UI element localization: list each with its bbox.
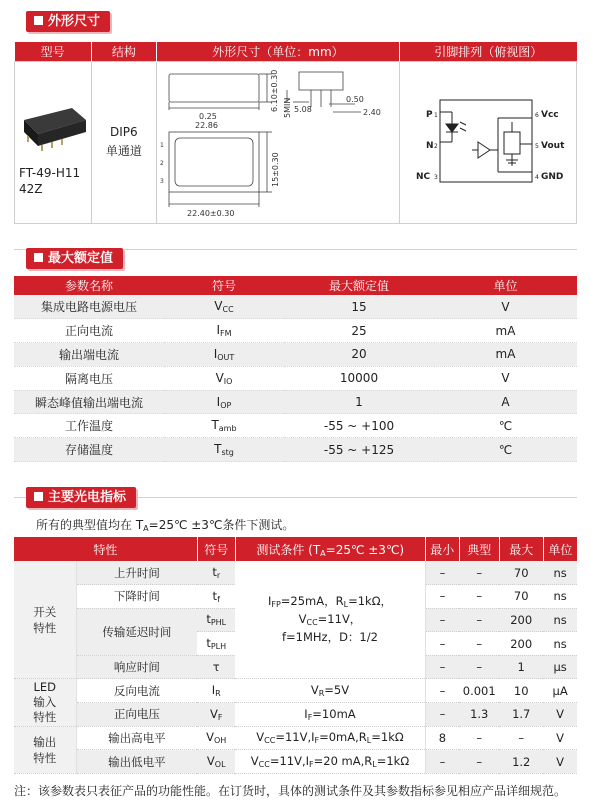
structure-cell — [91, 61, 156, 223]
table-row: LED输入特性 反向电流 $I_R$ $V_R=5V$ – 0.001 10 μA — [14, 679, 577, 703]
pin-3-number: 3 — [434, 174, 438, 181]
table-row: 正向电流 $I_{FM}$ 25 mA — [14, 319, 577, 343]
header-characteristic: 特性 — [14, 537, 197, 561]
pin-4-number: 4 — [535, 174, 539, 181]
header-pinout: 引脚排列（俯视图） — [400, 42, 577, 61]
dimensions-table — [14, 42, 577, 224]
header-symbol: 符号 — [197, 537, 235, 561]
dimension-drawing — [157, 62, 399, 222]
pinout-cell — [400, 61, 577, 223]
group-led: LED输入特性 — [14, 679, 76, 726]
table-row: $t_{PLH}$ – – 200 ns — [14, 632, 577, 656]
pin-label-3: 3 — [159, 178, 164, 185]
table-row: 输出特性 输出高电平 $V_{OH}$ $V_{CC}=11V,I_F=0mA,R_L=1k\Omega$ 8 – – V — [14, 726, 577, 750]
dim-610: 6.10±0.30 — [269, 69, 279, 112]
square-icon — [34, 253, 43, 262]
header-param: 参数名称 — [14, 276, 164, 295]
group-output: 输出特性 — [14, 726, 76, 773]
square-icon — [34, 492, 43, 501]
section-title-max-ratings: 最大额定值 — [26, 248, 123, 269]
dim-5min: 5MIN — [282, 97, 292, 118]
model-name: FT-49-H11 42Z — [19, 165, 81, 196]
pin-label-1: 1 — [159, 142, 164, 149]
model-cell — [15, 61, 92, 223]
header-max: 最大 — [499, 537, 543, 561]
pin-nc-label: NC — [416, 172, 431, 182]
table-row: 瞬态峰值输出端电流 $I_{OP}$ 1 A — [14, 390, 577, 414]
structure-package: DIP6 — [110, 125, 138, 139]
footnote: 注：该参数表只表征产品的功能性能。在订货时，具体的测试条件及其参数指标参见相应产品详细规范。 — [14, 784, 567, 798]
section-title-dimensions: 外形尺寸 — [26, 11, 110, 32]
header-condition: 测试条件 ($T_A=25℃$ ±3℃) — [235, 537, 425, 561]
header-structure: 结构 — [91, 42, 156, 61]
pin-label-2: 2 — [159, 160, 164, 167]
dim-2286: 22.86 — [194, 121, 218, 130]
header-max: 最大额定值 — [284, 276, 434, 295]
table-row: 正向电压 $V_F$ $I_F=10mA$ – 1.3 1.7 V — [14, 703, 577, 727]
table-row: 响应时间 τ – – 1 μs — [14, 655, 577, 679]
table-row: 输出低电平 $V_{OL}$ $V_{CC}=11V,I_F=20$ $mA,R_L=1k\Omega$ – – 1.2 V — [14, 750, 577, 774]
dimension-drawing-cell — [156, 61, 399, 223]
table-row: 集成电路电源电压 $V_{CC}$ 15 V — [14, 295, 577, 319]
table-row: 开关特性 上升时间 $t_r$ $I_{FP}=25mA$，$R_L=1k\Omega$， $V_{CC}=11V$， f=1MHz，D：1/2 – – 70 ns — [14, 561, 577, 585]
pinout-diagram — [400, 62, 576, 222]
header-unit: 单位 — [543, 537, 577, 561]
product-photo — [18, 106, 88, 152]
dim-050: 0.50 — [345, 95, 364, 104]
pin-vout-label: Vout — [541, 141, 565, 151]
header-unit: 单位 — [434, 276, 577, 295]
table-row: 存储温度 $T_{stg}$ -55 ~ +125 ℃ — [14, 438, 577, 462]
table-row: 工作温度 $T_{amb}$ -55 ~ +100 ℃ — [14, 414, 577, 438]
header-dimensions: 外形尺寸（单位：mm） — [156, 42, 399, 61]
typical-condition-note: 所有的典型值均在 $T_A=25℃$ ±3℃条件下测试。 — [36, 518, 295, 533]
pin-5-number: 5 — [535, 143, 539, 150]
electro-optical-table — [14, 537, 577, 774]
pin-gnd-label: GND — [541, 172, 564, 182]
pin-p-label: P — [426, 110, 433, 120]
switch-condition: $I_{FP}=25mA$，$R_L=1k\Omega$， $V_{CC}=11V$， f=1MHz，D：1/2 — [235, 561, 425, 679]
section-title-electro-optical: 主要光电指标 — [26, 487, 136, 508]
dim-240: 2.40 — [362, 108, 381, 117]
pin-1-number: 1 — [434, 112, 438, 119]
dim-508: 5.08 — [293, 105, 312, 114]
structure-channel: 单通道 — [105, 144, 142, 158]
table-row: 隔离电压 $V_{IO}$ 10000 V — [14, 366, 577, 390]
pin-6-number: 6 — [535, 112, 539, 119]
table-row: 传输延迟时间 $t_{PHL}$ – – 200 ns — [14, 608, 577, 632]
table-row: 下降时间 $t_f$ – – 70 ns — [14, 585, 577, 609]
header-model: 型号 — [15, 42, 92, 61]
header-min: 最小 — [425, 537, 459, 561]
pin-vcc-label: Vcc — [541, 110, 559, 120]
header-typ: 典型 — [459, 537, 499, 561]
dim-15: 15±0.30 — [270, 152, 280, 187]
header-symbol: 符号 — [164, 276, 284, 295]
max-ratings-table — [14, 276, 577, 462]
dim-025: 0.25 — [198, 112, 217, 121]
pin-2-number: 2 — [434, 143, 438, 150]
square-icon — [34, 16, 43, 25]
table-row: 输出端电流 $I_{OUT}$ 20 mA — [14, 343, 577, 367]
pin-n-label: N — [426, 141, 434, 151]
group-switch: 开关特性 — [14, 561, 76, 679]
dim-2240: 22.40±0.30 — [186, 209, 235, 218]
